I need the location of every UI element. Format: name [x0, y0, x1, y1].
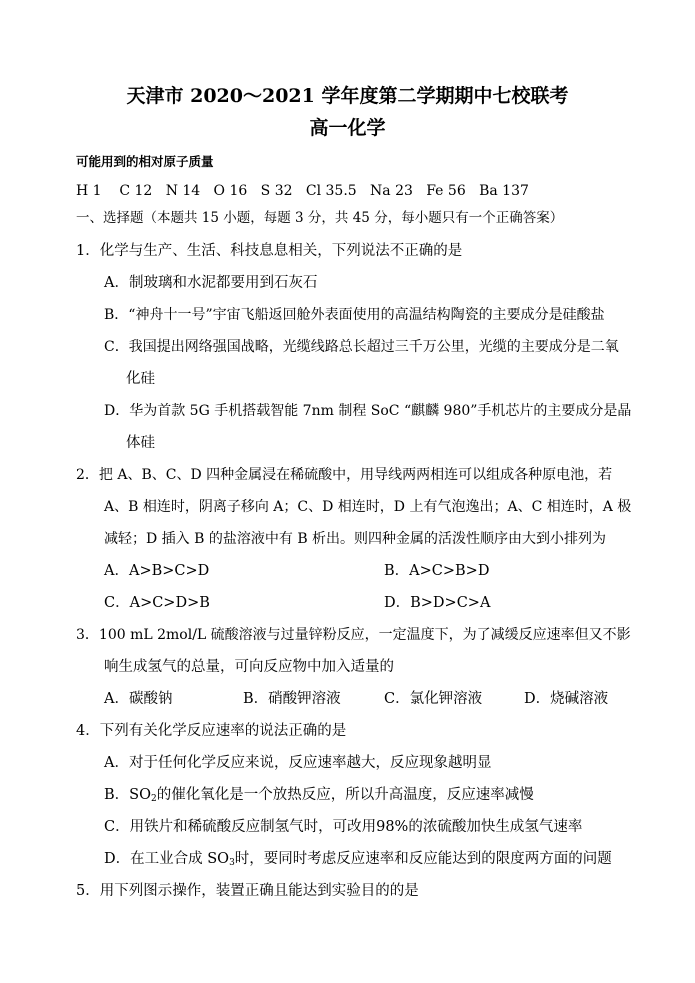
q1-option-c-line1: C．我国提出网络强国战略，光缆线路总长超过三千万公里，光缆的主要成分是二氧 — [104, 339, 619, 355]
q4-option-b-text: 的催化氧化是一个放热反应，所以升高温度，反应速率减慢 — [156, 787, 534, 803]
q4-option-d-text: 时，要同时考虑反应速率和反应能达到的限度两方面的问题 — [234, 851, 612, 867]
q4-stem: 4．下列有关化学反应速率的说法正确的是 — [76, 723, 347, 739]
q2-option-d: D．B>D>C>A — [384, 595, 491, 611]
q4-option-d-subscript: 3 — [229, 858, 235, 868]
q1-option-a: A．制玻璃和水泥都要用到石灰石 — [104, 275, 318, 291]
q1-option-d-line1: D．华为首款 5G 手机搭载智能 7nm 制程 SoC “麒麟 980”手机芯片的主要成分是晶 — [104, 403, 632, 419]
q2-stem-line2: A、B 相连时，阴离子移向 A；C、D 相连时，D 上有气泡逸出；A、C 相连时，A 极 — [104, 499, 632, 515]
q4-option-b-prefix: B．SO — [104, 787, 151, 803]
q3-option-d: D．烧碱溶液 — [524, 691, 609, 707]
q4-option-b — [104, 785, 534, 809]
q4-option-d-prefix: D．在工业合成 SO — [104, 851, 230, 867]
atomic-mass-label: 可能用到的相对原子质量 — [76, 154, 214, 169]
q2-option-c: C．A>C>D>B — [104, 595, 210, 611]
page-title: 天津市 2020～2021 学年度第二学期期中七校联考 — [126, 85, 569, 107]
q2-option-a: A．A>B>C>D — [104, 563, 210, 579]
q1-option-c-line2: 化硅 — [126, 371, 155, 387]
q3-option-b: B．硝酸钾溶液 — [243, 691, 341, 707]
q3-stem-line1: 3．100 mL 2mol/L 硫酸溶液与过量锌粉反应，一定温度下，为了减缓反应速率但又不影 — [76, 627, 631, 643]
q3-option-c: C．氯化钾溶液 — [384, 691, 483, 707]
q1-option-d-line2: 体硅 — [126, 435, 155, 451]
section-heading: 一、选择题（本题共 15 小题，每题 3 分，共 45 分，每小题只有一个正确答案） — [76, 210, 564, 226]
q4-option-a: A．对于任何化学反应来说，反应速率越大，反应现象越明显 — [104, 755, 492, 771]
page-subtitle: 高一化学 — [309, 117, 386, 139]
q1-stem: 1．化学与生产、生活、科技息息相关，下列说法不正确的是 — [76, 243, 463, 259]
q3-option-a: A．碳酸钠 — [104, 691, 173, 707]
q5-stem: 5．用下列图示操作，装置正确且能达到实验目的的是 — [76, 883, 419, 899]
q2-stem-line1: 2．把 A、B、C、D 四种金属浸在稀硫酸中，用导线两两相连可以组成各种原电池，若 — [76, 467, 613, 483]
atomic-mass-values: H 1 C 12 N 14 O 16 S 32 Cl 35.5 Na 23 Fe 56 Ba 137 — [76, 183, 529, 199]
q2-option-b: B．A>C>B>D — [384, 563, 490, 579]
q3-stem-line2: 响生成氢气的总量，可向反应物中加入适量的 — [104, 659, 394, 675]
q4-option-c: C．用铁片和稀硫酸反应制氢气时，可改用98%的浓硫酸加快生成氢气速率 — [104, 819, 583, 835]
q1-option-b: B．“神舟十一号”宇宙飞船返回舱外表面使用的高温结构陶瓷的主要成分是硅酸盐 — [104, 307, 605, 323]
q4-option-b-subscript: 2 — [150, 794, 157, 804]
q2-stem-line3: 减轻；D 插入 B 的盐溶液中有 B 析出。则四种金属的活泼性顺序由大到小排列为 — [104, 531, 607, 547]
q4-option-d — [104, 849, 612, 873]
